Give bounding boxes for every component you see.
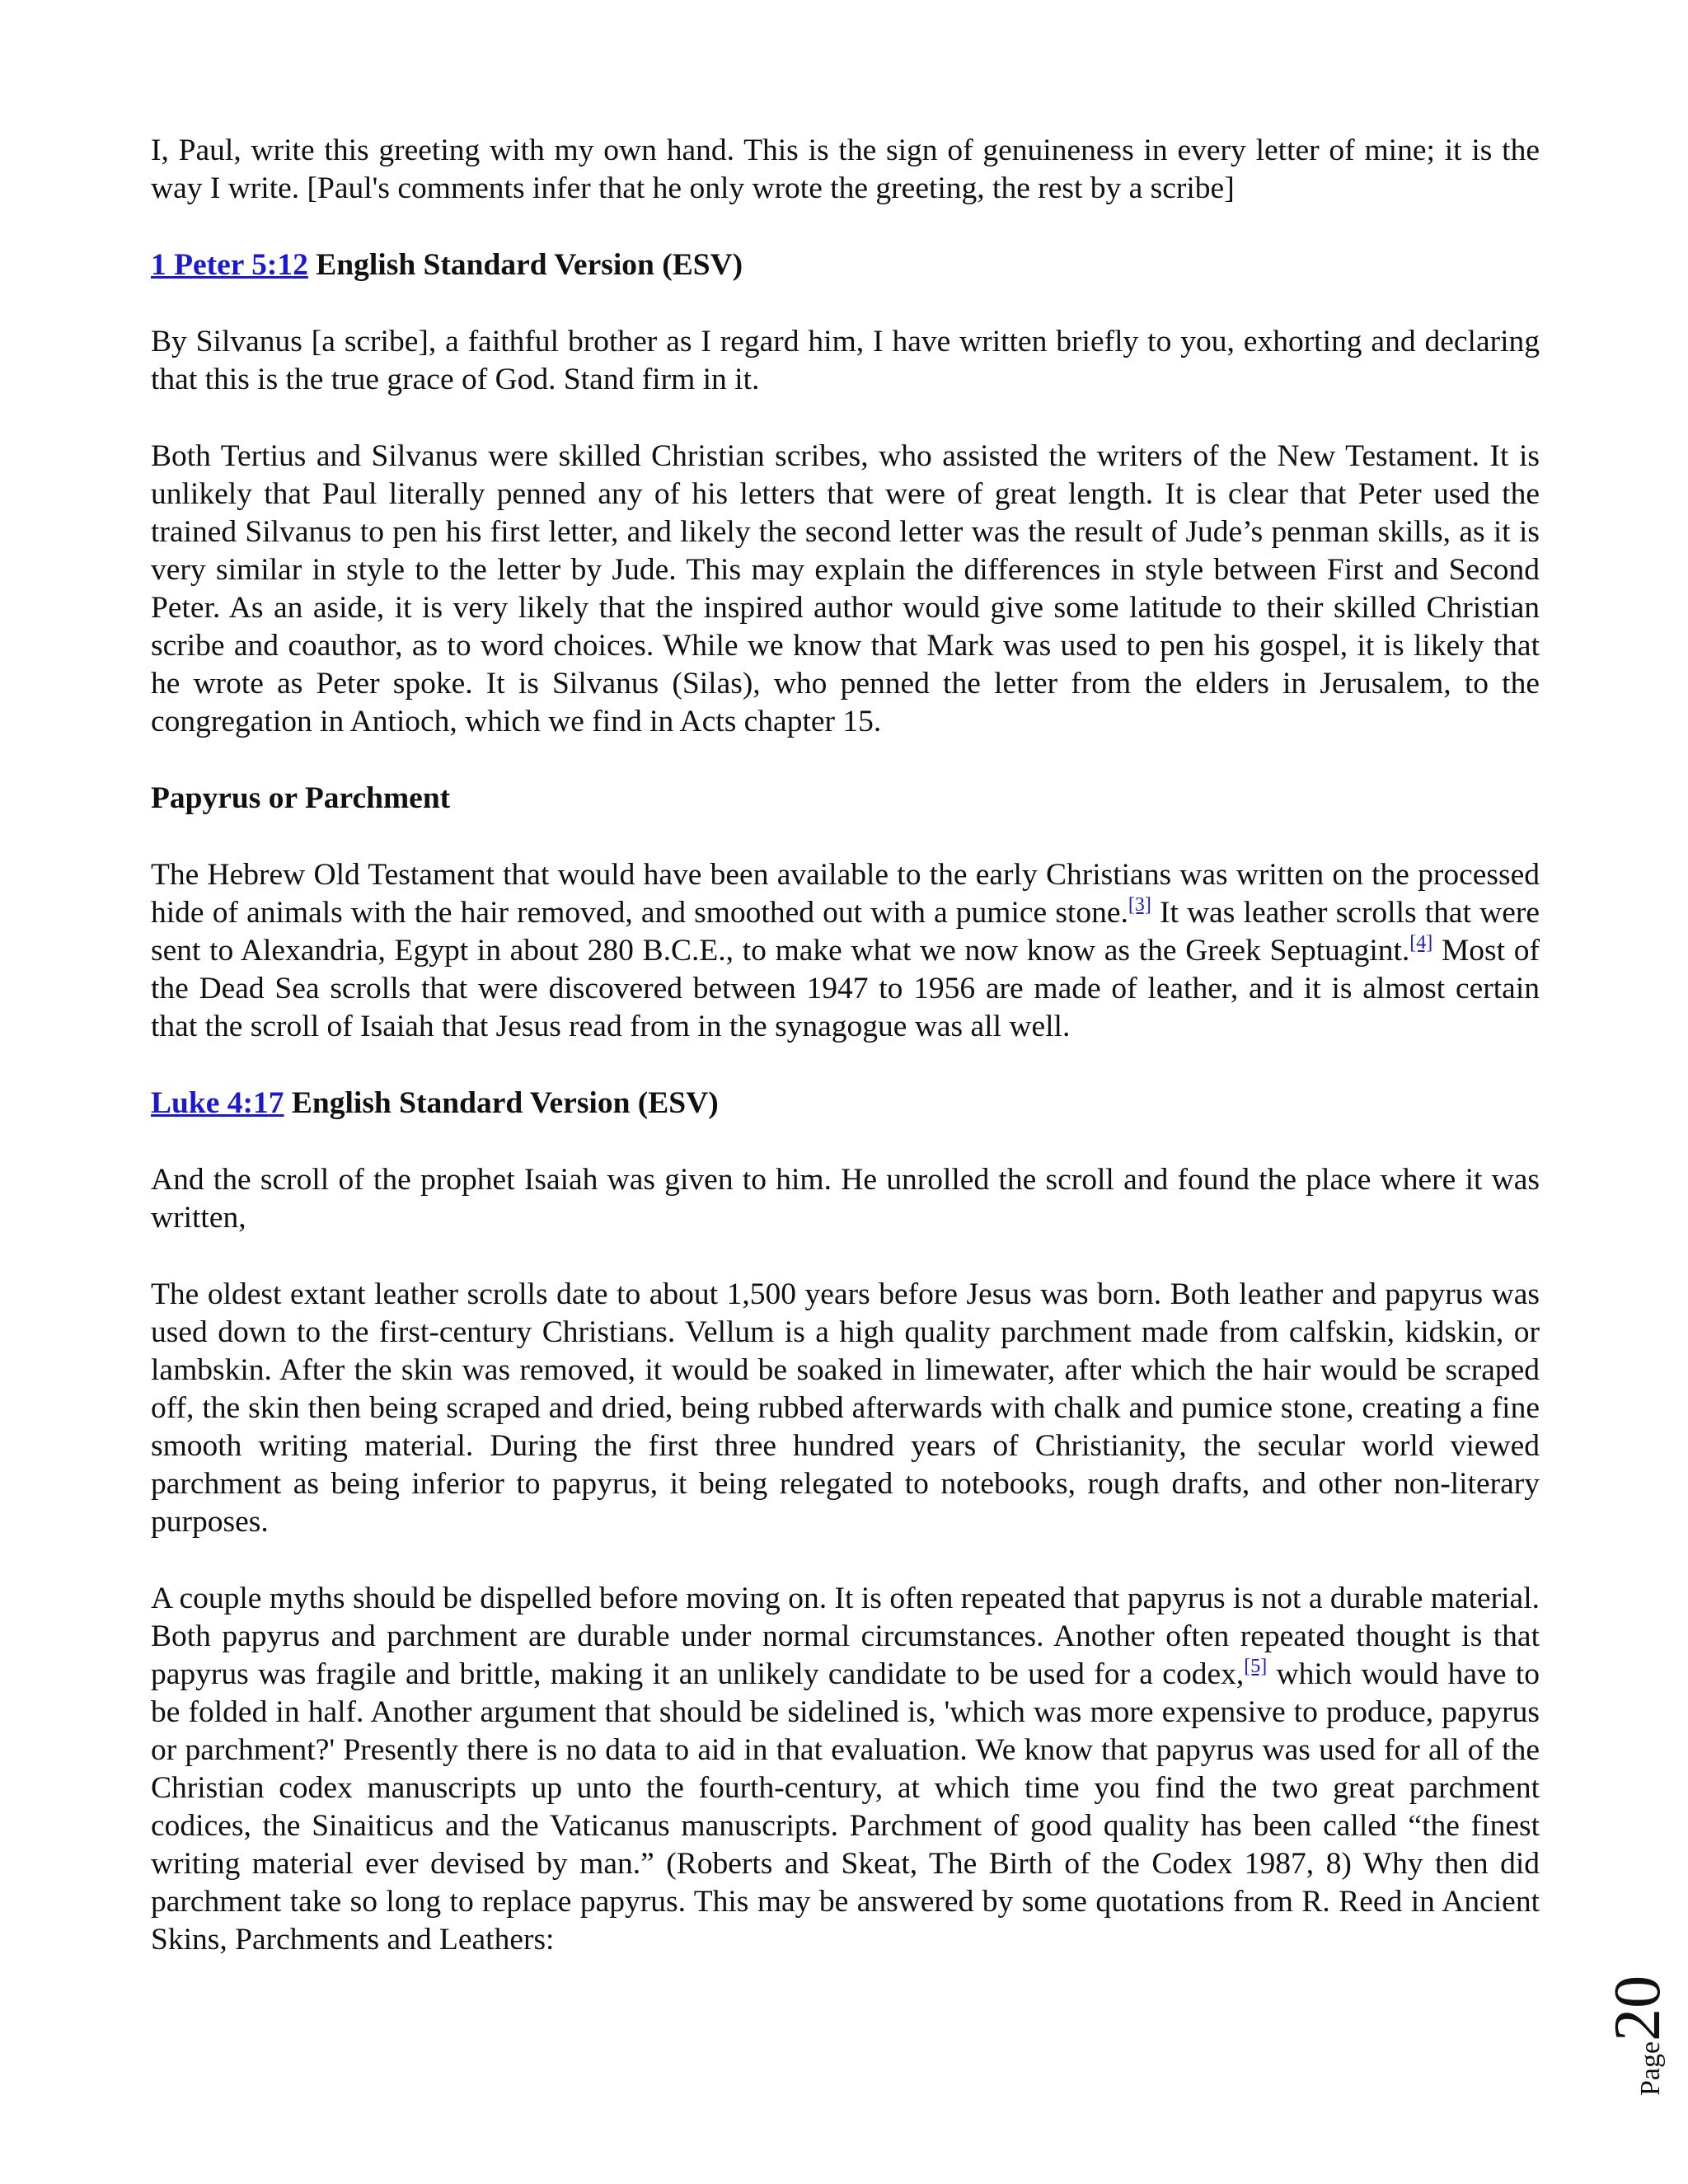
heading-version-label: English Standard Version (ESV)	[307, 248, 743, 282]
document-body	[151, 132, 1540, 1998]
scripture-link-1-peter-5-12[interactable]: 1 Peter 5:12	[151, 248, 308, 282]
paragraph-luke-quote: And the scroll of the prophet Isaiah was given to him. He unrolled the scroll and found the place where it was written,	[151, 1163, 1540, 1235]
paragraph-paul-greeting: I, Paul, write this greeting with my own hand. This is the sign of genuineness in every letter of mine; it is the way I write. [Paul's comments infer that he only wrote the greeting, the rest by a scribe]	[151, 134, 1540, 205]
section-heading-papyrus-parchment: Papyrus or Parchment	[151, 781, 451, 815]
footnote-4	[1409, 932, 1432, 954]
paragraph-text: which would have to be folded in half. Another argument that should be sidelined is, 'which was more expensive to produce, papyrus or parchment?' Presently there is no data to aid in that evaluation. We know that papyrus was used for all of the Christian codex manuscripts up unto the fourth-century, at which time you find the two great parchment codices, the Sinaiticus and the Vaticanus manuscripts. Parchment of good quality has been called “the finest writing material ever devised by man.” (Roberts and Skeat, The Birth of the Codex 1987, 8) Why then did parchment take so long to replace papyrus. This may be answered by some quotations from R. Reed in Ancient Skins, Parchments and Leathers:	[151, 1657, 1540, 1957]
page-number	[1591, 1949, 1673, 2097]
scripture-link-luke-4-17[interactable]: Luke 4:17	[151, 1086, 284, 1120]
page-number-value: 20	[1601, 1975, 1674, 2041]
paragraph-text: It was leather scrolls that were sent to Alexandria, Egypt in about 280 B.C.E., to make what we now know as the Greek Septuagint.	[151, 896, 1540, 968]
paragraph-tertius-silvanus: Both Tertius and Silvanus were skilled Christian scribes, who assisted the writers of the New Testament. It is unlikely that Paul literally penned any of his letters that were of great length. It is clear that Peter used the trained Silvanus to pen his first letter, and likely the second letter was the result of Jude’s penman skills, as it is very similar in style to the letter by Jude. This may explain the differences in style between First and Second Peter. As an aside, it is very likely that the inspired author would give some latitude to their skilled Christian scribe and coauthor, as to word choices. While we know that Mark was used to pen his gospel, it is likely that he wrote as Peter spoke. It is Silvanus (Silas), who penned the letter from the elders in Jerusalem, to the congregation in Antioch, which we find in Acts chapter 15.	[151, 439, 1540, 738]
paragraph-leather-scrolls: The oldest extant leather scrolls date to about 1,500 years before Jesus was born. Both leather and papyrus was used down to the first-century Christians. Vellum is a high quality parchment made from calfskin, kidskin, or lambskin. After the skin was removed, it would be soaked in limewater, after which the hair would be scraped off, the skin then being scraped and dried, being rubbed afterwards with chalk and pumice stone, creating a fine smooth writing material. During the first three hundred years of Christianity, the secular world viewed parchment as being inferior to papyrus, it being relegated to notebooks, rough drafts, and other non-literary purposes.	[151, 1277, 1540, 1539]
page-number-rotated	[1601, 1975, 1676, 2096]
paragraph-text: Most of the Dead Sea scrolls that were discovered between 1947 to 1956 are made of leather, and it is almost certain that the scroll of Isaiah that Jesus read from in the synagogue was all well.	[151, 934, 1540, 1043]
footnote-3	[1128, 894, 1151, 916]
page-word: Page	[1635, 2041, 1666, 2096]
paragraph-text: A couple myths should be dispelled before moving on. It is often repeated that papyrus is not a durable material. Both papyrus and parchment are durable under normal circumstances. Another often repeated thought is that papyrus was fragile and brittle, making it an unlikely candidate to be used for a codex,	[151, 1582, 1540, 1691]
paragraph-silvanus-quote: By Silvanus [a scribe], a faithful brother as I regard him, I have written briefly to you, exhorting and declaring that this is the true grace of God. Stand firm in it.	[151, 325, 1540, 396]
footnote-link-4[interactable]: [4]	[1409, 932, 1433, 954]
footnote-link-3[interactable]: [3]	[1128, 894, 1151, 916]
paragraph-text: The Hebrew Old Testament that would have been available to the early Christians was written on the processed hide of animals with the hair removed, and smoothed out with a pumice stone.	[151, 858, 1540, 930]
paragraph-hebrew-old-testament	[151, 856, 1540, 1046]
footnote-link-5[interactable]: [5]	[1244, 1656, 1268, 1677]
paragraph-myths	[151, 1580, 1540, 1959]
footnote-5	[1244, 1656, 1267, 1677]
scripture-heading-1-peter	[151, 246, 1540, 284]
scripture-heading-luke	[151, 1085, 1540, 1122]
heading-version-label: English Standard Version (ESV)	[284, 1086, 719, 1120]
